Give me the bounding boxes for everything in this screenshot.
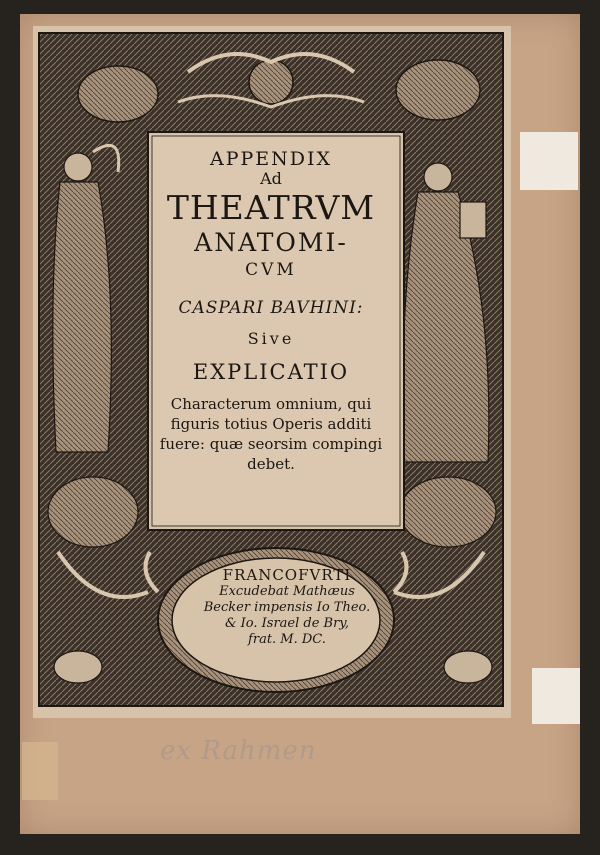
imprint-city: FRANCOFVRTI bbox=[222, 566, 352, 584]
hinge-tape-left bbox=[22, 742, 58, 800]
title-text-panel bbox=[152, 133, 390, 525]
hinge-tape-bottom bbox=[532, 668, 580, 724]
subtitle-body: Characterum omnium, qui figuris totius Operis additi fuere: quæ seorsim compingi debet. bbox=[159, 395, 383, 473]
title-theatrum: THEATRVM bbox=[166, 188, 376, 227]
hinge-tape-top bbox=[520, 132, 578, 190]
title-appendix: APPENDIX bbox=[209, 148, 333, 170]
right-allegorical-figure bbox=[403, 163, 489, 462]
title-sive: Sive bbox=[247, 329, 295, 348]
imprint-line: Excudebat Mathæus bbox=[219, 584, 355, 599]
title-explicatio: EXPLICATIO bbox=[192, 360, 350, 384]
pencil-annotation: ex Rahmen bbox=[160, 736, 317, 766]
imprint-line: Becker impensis Io Theo. bbox=[203, 600, 371, 615]
title-ad: Ad bbox=[260, 169, 282, 188]
imprint-text bbox=[192, 566, 382, 676]
author-line: CASPARI BAVHINI: bbox=[178, 298, 364, 318]
imprint-line: & Io. Israel de Bry, bbox=[224, 616, 350, 631]
title-anatomi: ANATOMI- bbox=[194, 228, 348, 257]
title-cum: CVM bbox=[245, 260, 297, 280]
imprint-line: frat. M. DC. bbox=[248, 632, 326, 647]
